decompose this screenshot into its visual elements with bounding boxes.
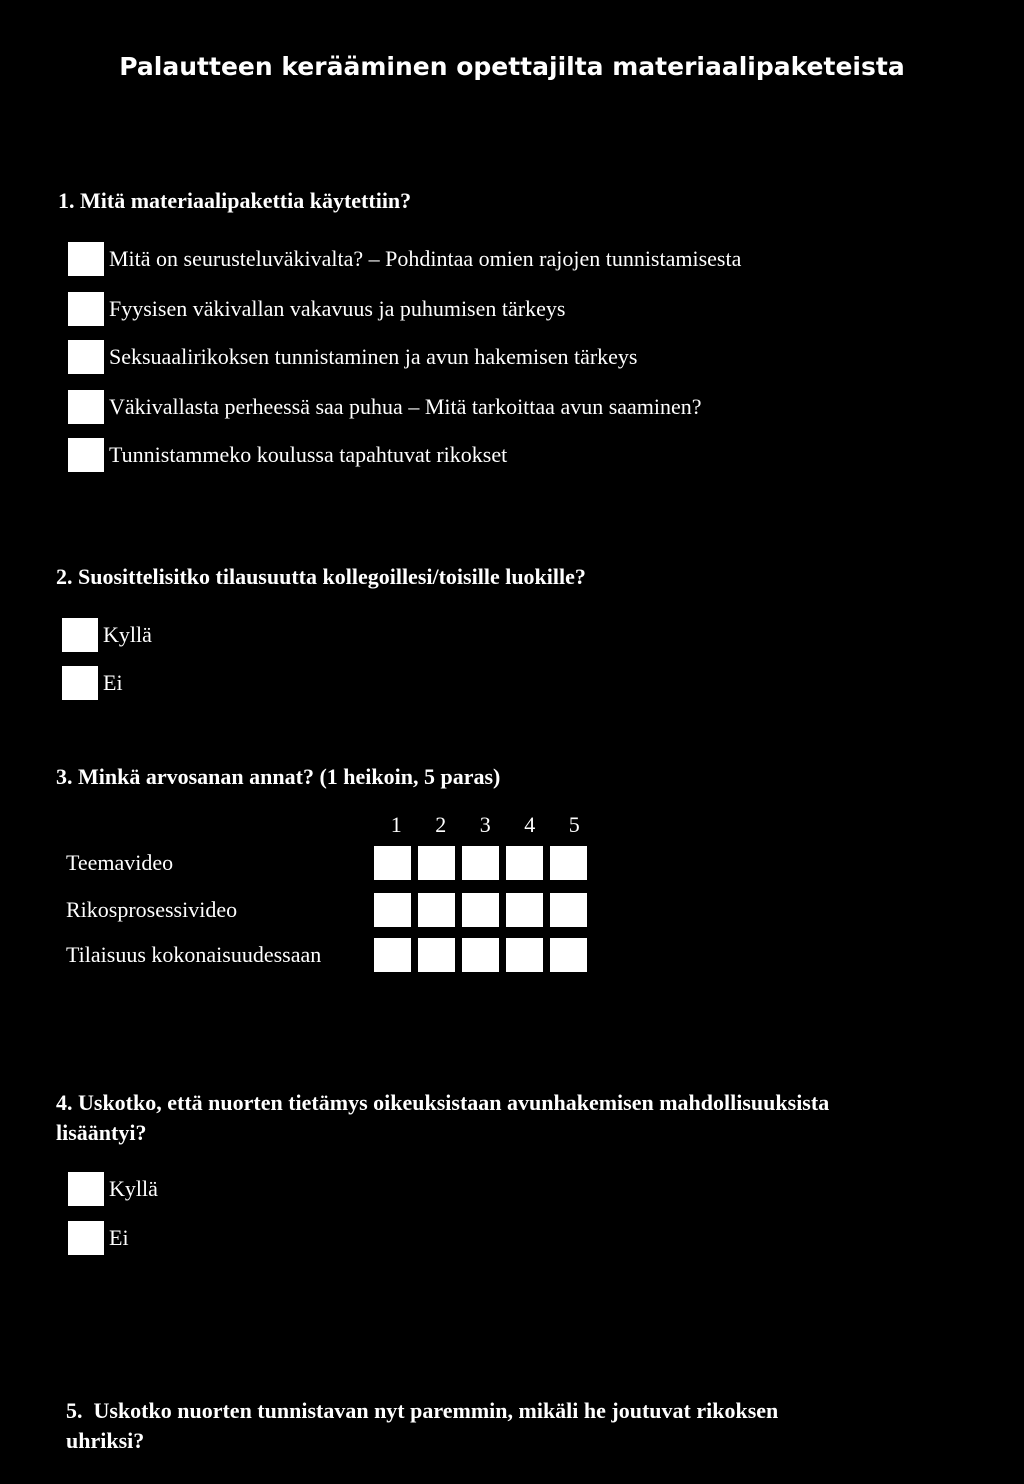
rating-checkbox-2[interactable] (418, 938, 455, 972)
rating-boxes (374, 938, 594, 972)
q1-option-4-label: Väkivallasta perheessä saa puhua – Mitä tarkoittaa avun saaminen? (109, 394, 702, 419)
scale-5: 5 (568, 812, 580, 837)
scale-1: 1 (390, 812, 402, 837)
rating-checkbox-3[interactable] (462, 893, 499, 927)
q1-option-3[interactable] (68, 340, 637, 374)
rating-checkbox-5[interactable] (550, 893, 587, 927)
q2-option-yes[interactable] (62, 618, 152, 652)
rating-checkbox-2[interactable] (418, 846, 455, 880)
rating-checkbox-2[interactable] (418, 893, 455, 927)
rating-checkbox-4[interactable] (506, 938, 543, 972)
q4-option-no-label: Ei (109, 1225, 129, 1250)
rating-boxes (374, 846, 594, 880)
checkbox[interactable] (68, 1221, 104, 1255)
question-5 (66, 1396, 778, 1456)
checkbox[interactable] (68, 242, 104, 276)
rating-row-rikosprosessivideo (66, 893, 594, 927)
checkbox[interactable] (68, 340, 104, 374)
rating-checkbox-3[interactable] (462, 846, 499, 880)
rating-checkbox-5[interactable] (550, 846, 587, 880)
q1-option-1[interactable] (68, 242, 741, 276)
scale-4: 4 (524, 812, 536, 837)
q2-option-yes-label: Kyllä (103, 622, 152, 647)
question-5-line-1: 5. Uskotko nuorten tunnistavan nyt paremmin, mikäli he joutuvat rikoksen (66, 1398, 779, 1423)
q1-option-2-label: Fyysisen väkivallan vakavuus ja puhumisen tärkeys (109, 296, 566, 321)
checkbox[interactable] (68, 438, 104, 472)
rating-checkbox-5[interactable] (550, 938, 587, 972)
rating-checkbox-4[interactable] (506, 846, 543, 880)
q1-option-2[interactable] (68, 292, 565, 326)
question-4-line-1: 4. Uskotko, että nuorten tietämys oikeuksistaan avunhakemisen mahdollisuuksista (56, 1090, 830, 1115)
rating-row-label: Teemavideo (66, 850, 174, 875)
question-3: 3. Minkä arvosanan annat? (1 heikoin, 5 paras) (56, 764, 501, 789)
rating-checkbox-3[interactable] (462, 938, 499, 972)
rating-row-label: Rikosprosessivideo (66, 897, 238, 922)
q2-option-no-label: Ei (103, 670, 123, 695)
question-4-line-2: lisääntyi? (56, 1120, 147, 1145)
rating-scale-header (374, 812, 597, 838)
scale-2: 2 (435, 812, 447, 837)
rating-checkbox-1[interactable] (374, 938, 411, 972)
rating-row-tilaisuus (66, 938, 594, 972)
q2-option-no[interactable] (62, 666, 123, 700)
question-5-line-2: uhriksi? (66, 1428, 145, 1453)
q4-option-yes-label: Kyllä (109, 1176, 158, 1201)
checkbox[interactable] (62, 666, 98, 700)
q1-option-3-label: Seksuaalirikoksen tunnistaminen ja avun hakemisen tärkeys (109, 344, 638, 369)
checkbox[interactable] (62, 618, 98, 652)
question-2: 2. Suosittelisitko tilausuutta kollegoillesi/toisille luokille? (56, 564, 586, 589)
q4-option-no[interactable] (68, 1221, 129, 1255)
page-title: Palautteen kerääminen opettajilta materiaalipaketeista (119, 52, 905, 81)
q1-option-1-label: Mitä on seurusteluväkivalta? – Pohdintaa omien rajojen tunnistamisesta (109, 246, 742, 271)
q4-option-yes[interactable] (68, 1172, 158, 1206)
checkbox[interactable] (68, 390, 104, 424)
rating-row-label: Tilaisuus kokonaisuudessaan (66, 942, 322, 967)
rating-boxes (374, 893, 594, 927)
scale-3: 3 (479, 812, 491, 837)
rating-checkbox-1[interactable] (374, 846, 411, 880)
checkbox[interactable] (68, 1172, 104, 1206)
question-4 (56, 1088, 829, 1148)
q1-option-5-label: Tunnistammeko koulussa tapahtuvat rikokset (109, 442, 508, 467)
question-1: 1. Mitä materiaalipakettia käytettiin? (58, 188, 412, 213)
rating-checkbox-1[interactable] (374, 893, 411, 927)
q1-option-4[interactable] (68, 390, 702, 424)
rating-checkbox-4[interactable] (506, 893, 543, 927)
checkbox[interactable] (68, 292, 104, 326)
rating-row-teemavideo (66, 846, 594, 880)
q1-option-5[interactable] (68, 438, 507, 472)
